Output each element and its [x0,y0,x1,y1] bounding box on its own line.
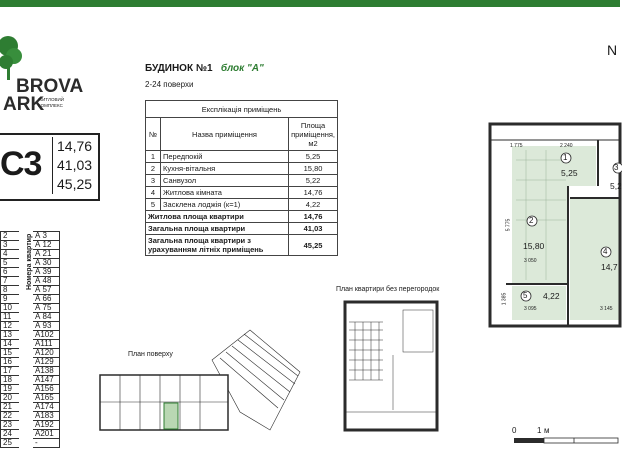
cell-name: Кухня-вітальня [161,163,289,175]
apartment-number: А156 [26,385,60,394]
floor-number: 22 [1,412,27,421]
floor-number: 24 [1,430,27,439]
apartment-number: А129 [26,358,60,367]
dim-5775: 5 775 [505,218,512,232]
top-accent-bar [0,0,620,7]
room-3-area: 5,2 [610,181,622,191]
cell-area: 5,25 [289,151,338,163]
total-label: Загальна площа квартири [146,223,289,235]
apartment-number: А111 [26,340,60,349]
floor-number: 6 [1,268,27,277]
room-2-number: 2 [529,216,534,225]
total-value: 41,03 [289,223,338,235]
cell-num: 5 [146,199,161,211]
scale-one: 1 [537,426,542,435]
apartment-number: А192 [26,421,60,430]
total-value: 45,25 [289,235,338,256]
brand-tagline-2: КОМПЛЕКС [38,103,63,108]
total-row [146,211,338,223]
apartment-number: А147 [26,376,60,385]
cell-name: Житлова кімната [161,187,289,199]
scale-bar [512,436,620,450]
building-heading [145,63,264,74]
no-partitions-caption: План квартири без перегородок [336,286,440,293]
cell-area: 4,22 [289,199,338,211]
cell-area: 5,22 [289,175,338,187]
floor-number: 25 [1,439,27,448]
col-area: Площа приміщення, м2 [289,118,338,151]
table-row [146,151,338,163]
floor-plan-caption: План поверху [128,351,173,358]
table-row [146,175,338,187]
room-5-area: 4,22 [543,291,560,301]
dim-1775: 1 775 [510,143,523,149]
floor-number: 8 [1,286,27,295]
no-partitions-plan [343,300,439,432]
apartment-number: А 66 [26,295,60,304]
brand-logo [0,34,84,115]
floor-number: 3 [1,241,27,250]
room-4-number: 4 [603,247,608,256]
floor-number: 4 [1,250,27,259]
apartment-number: А102 [26,331,60,340]
apartment-number: А 39 [26,268,60,277]
dim-1385: 1 385 [501,292,508,306]
apartment-number: А 48 [26,277,60,286]
cell-area: 15,80 [289,163,338,175]
apartment-number: А138 [26,367,60,376]
floor-number: 2 [1,232,27,241]
floor-number: 5 [1,259,27,268]
total-label: Загальна площа квартири з урахуванням літніх приміщень [146,235,289,256]
floors-range: 2-24 поверхи [145,80,194,89]
dim-3145: 3 145 [600,306,613,312]
brand-name-line2: ARK [3,94,45,115]
floor-number: 12 [1,322,27,331]
room-3-number: 3 [614,163,619,172]
table-row [146,187,338,199]
apartment-number: А183 [26,412,60,421]
cell-num: 4 [146,187,161,199]
dim-3050: 3 050 [524,258,537,264]
col-num: № [146,118,161,151]
table-row [146,163,338,175]
cell-area: 14,76 [289,187,338,199]
tree-icon [0,34,22,80]
block-name: блок "А" [220,63,264,74]
cell-num: 3 [146,175,161,187]
floor-number: 10 [1,304,27,313]
apartment-number: А 84 [26,313,60,322]
room-1-area: 5,25 [561,168,578,178]
cell-num: 1 [146,151,161,163]
apartment-number: А 30 [26,259,60,268]
floor-plan-highlight [164,403,178,429]
area-total: 41,03 [52,156,96,175]
apartment-area-box [0,133,100,201]
floor-number: 19 [1,385,27,394]
floor-number: 14 [1,340,27,349]
floor-number: 9 [1,295,27,304]
brand-tagline-1: ЖИТЛОВИЙ [38,97,64,102]
floor-number: 13 [1,331,27,340]
building-number: БУДИНОК №1 [145,63,213,74]
explication-table [145,100,338,256]
dim-2240: 2 240 [560,143,573,149]
area-living: 14,76 [52,137,96,156]
table-row [146,199,338,211]
room-2-area: 15,80 [523,241,545,251]
apartment-number: А 12 [26,241,60,250]
room-5-number: 5 [523,291,528,300]
floor-number: 18 [1,376,27,385]
floor-number: 7 [1,277,27,286]
apartment-code: C3 [0,145,42,183]
area-total-summer: 45,25 [52,175,96,194]
cell-num: 2 [146,163,161,175]
cell-name: Передпокій [161,151,289,163]
cell-name: Санвузол [161,175,289,187]
apartment-number: А 75 [26,304,60,313]
total-label: Житлова площа квартири [146,211,289,223]
cell-name: Засклена лоджія (к=1) [161,199,289,211]
apartment-number: - [26,439,60,448]
total-value: 14,76 [289,211,338,223]
explication-title: Експлікація приміщень [146,101,338,118]
north-label: N [607,42,618,58]
apartment-number: А174 [26,403,60,412]
apartment-number: А 57 [26,286,60,295]
brand-name-line1: BROVA [16,76,84,97]
floor-number: 23 [1,421,27,430]
apartment-number: А165 [26,394,60,403]
floor-number: 15 [1,349,27,358]
total-row [146,223,338,235]
apartment-number: А 21 [26,250,60,259]
scale-zero: 0 [512,426,517,435]
floor-number: 20 [1,394,27,403]
floor-plan [100,330,300,440]
floor-number: 17 [1,367,27,376]
room-1-number: 1 [563,153,568,162]
apartment-number: А 3 [26,232,60,241]
floor-number: 16 [1,358,27,367]
scale-unit: м [544,426,550,435]
floor-number: 21 [1,403,27,412]
floor-number: 11 [1,313,27,322]
room-4-area: 14,7 [601,262,618,272]
col-name: Назва приміщення [161,118,289,151]
apartment-number: А 93 [26,322,60,331]
apartment-number: А201 [26,430,60,439]
apartment-number: А120 [26,349,60,358]
dim-3095: 3 095 [524,306,537,312]
room-4-fill [570,198,620,320]
total-row [146,235,338,256]
table-row [1,439,60,448]
floors-table-header: Номера квартир [26,233,33,290]
